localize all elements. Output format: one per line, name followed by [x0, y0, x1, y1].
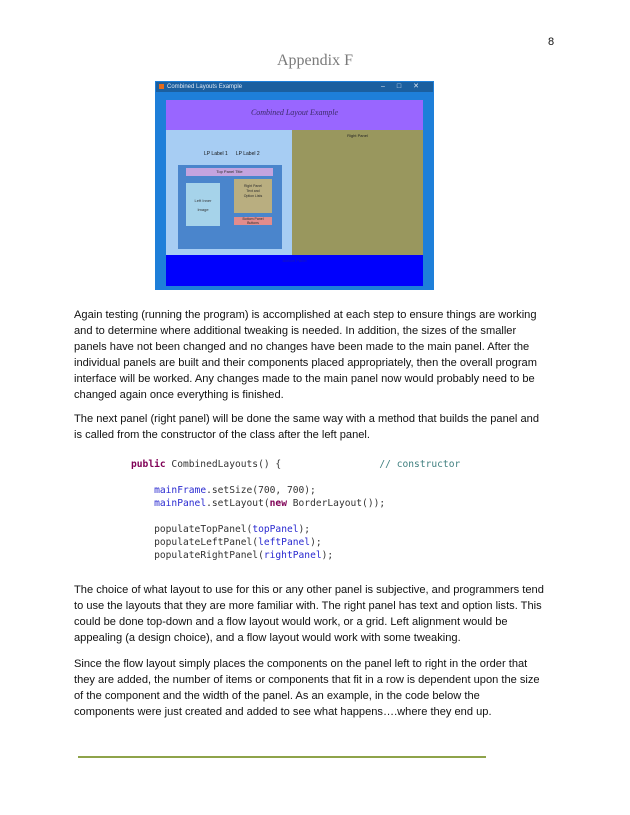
inner-right-line: Text and — [246, 189, 260, 193]
right-panel — [292, 130, 423, 255]
inner-right-line: Option Lists — [243, 194, 263, 198]
paragraph-layout-choice: The choice of what layout to use for this or any other panel is subjective, and programmers tend to use the layouts that they are more familiar with. The right panel has text and option lists. This could be done top-down and a flow layout would work, or a grid. Left alignment would be appealing (a design choice), and a flow layout would work with some tweaking. — [74, 584, 544, 644]
code-text: ); — [298, 524, 311, 535]
code-text: populateRightPanel( — [154, 550, 264, 561]
inner-right-line: Right Panel — [243, 184, 263, 188]
code-text: populateLeftPanel( — [154, 537, 259, 548]
code-line — [131, 458, 460, 471]
java-app-icon — [159, 84, 164, 89]
code-text: populateTopPanel( — [154, 524, 253, 535]
window-controls — [381, 82, 431, 92]
inner-right-text-box — [234, 179, 272, 213]
code-field: mainFrame — [154, 485, 207, 496]
code-line — [131, 523, 460, 536]
window-title: Combined Layouts Example — [167, 84, 243, 90]
code-field: rightPanel — [263, 550, 322, 561]
left-panel-labels — [204, 151, 268, 157]
code-field: leftPanel — [258, 537, 311, 548]
page-number: 8 — [548, 36, 555, 48]
lp-label-1: LP Label 1 — [204, 151, 228, 157]
app-screenshot — [155, 81, 434, 290]
code-line-blank — [131, 471, 460, 484]
appendix-title: Appendix F — [277, 52, 353, 69]
code-comment: // constructor — [379, 459, 461, 470]
lp-label-2: LP Label 2 — [235, 151, 260, 157]
code-line — [131, 549, 460, 562]
right-panel-label: Right Panel — [347, 133, 368, 138]
code-field: mainPanel — [154, 498, 207, 509]
code-keyword: new — [269, 498, 287, 509]
footer-rule — [78, 756, 486, 758]
code-field: topPanel — [252, 524, 299, 535]
code-pad — [281, 459, 379, 470]
code-text: BorderLayout()); — [286, 498, 386, 509]
inner-bottom-line: Bottom Panel — [242, 217, 264, 221]
minimize-icon: – — [380, 83, 397, 90]
paragraph-flow-layout: Since the flow layout simply places the components on the panel left to right in the order that they are added, the number of items or components that fit in a row is dependent upon the size of the component and the width of the panel. As an example, in the code below the components were just created and added to see what happens….where they end up. — [74, 658, 540, 718]
top-panel — [166, 100, 423, 130]
window-client-area — [166, 100, 423, 286]
inner-left-line: Left Inner — [194, 198, 212, 203]
bottom-panel-label: Bottom Panel — [282, 258, 307, 263]
maximize-icon: □ — [396, 83, 414, 90]
code-text: .setLayout( — [206, 498, 270, 509]
code-block — [131, 458, 460, 562]
code-text: ); — [310, 537, 322, 548]
left-panel — [166, 130, 292, 255]
inner-left-image-box — [186, 183, 220, 226]
inner-top-panel-title: Top Panel Title — [186, 168, 273, 176]
code-line-blank — [131, 510, 460, 523]
close-icon: ✕ — [413, 83, 431, 90]
inner-bottom-line: Buttons — [247, 221, 259, 225]
left-inner-panel — [178, 165, 282, 249]
code-keyword: public — [131, 459, 166, 470]
paragraph-testing: Again testing (running the program) is accomplished at each step to ensure things are working and to determine where additional tweaking is needed. In addition, the sizes of the smaller panels have not been changed and no changes have been made to the main panel. After the individual panels are built and their components placed appropriately, then the overall program interface will be worked. Any changes made to the main panel now would probably need to be changed again once everything is finished. — [74, 309, 537, 401]
code-line — [131, 536, 460, 549]
code-line — [131, 497, 460, 510]
window-titlebar — [156, 82, 433, 92]
inner-bottom-buttons-box — [234, 217, 272, 225]
bottom-panel — [166, 255, 423, 286]
code-text: CombinedLayouts() { — [165, 459, 282, 470]
inner-left-line: Image — [197, 207, 209, 212]
code-text: ); — [321, 550, 334, 561]
code-line — [131, 484, 460, 497]
code-text: .setSize(700, 700); — [206, 485, 316, 496]
paragraph-right-panel: The next panel (right panel) will be done the same way with a method that builds the panel and is called from the constructor of the class after the left panel. — [74, 413, 539, 441]
top-panel-title: Combined Layout Example — [250, 108, 339, 117]
